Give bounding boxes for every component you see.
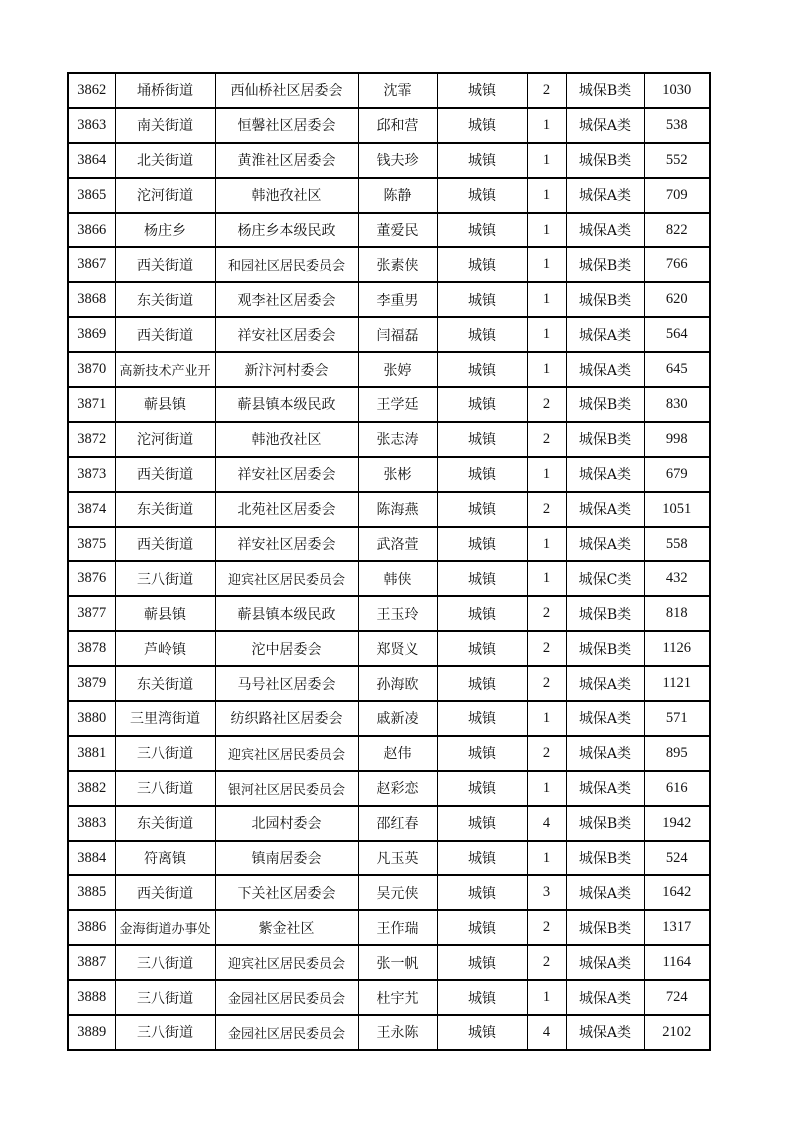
- table-row: [68, 352, 710, 387]
- table-row: [68, 1015, 710, 1050]
- household-size-cell: 1: [527, 108, 566, 143]
- table-row: [68, 247, 710, 282]
- subdistrict-cell: 蕲县镇: [115, 387, 215, 422]
- community-cell: 和园社区居民委员会: [215, 247, 358, 282]
- household-size-cell: 1: [527, 178, 566, 213]
- area-type-cell: 城镇: [437, 561, 527, 596]
- area-type-cell: 城镇: [437, 666, 527, 701]
- table-row: [68, 910, 710, 945]
- subdistrict-cell: 高新技术产业开: [115, 352, 215, 387]
- household-size-cell: 1: [527, 352, 566, 387]
- subdistrict-cell: 三八街道: [115, 1015, 215, 1050]
- area-type-cell: 城镇: [437, 352, 527, 387]
- community-cell: 韩池孜社区: [215, 422, 358, 457]
- insurance-class-cell: 城保B类: [566, 143, 644, 178]
- amount-cell: 709: [644, 178, 710, 213]
- recipient-name-cell: 戚新凌: [358, 701, 437, 736]
- table-row: [68, 736, 710, 771]
- insurance-class-cell: 城保B类: [566, 282, 644, 317]
- subdistrict-cell: 沱河街道: [115, 178, 215, 213]
- community-cell: 蕲县镇本级民政: [215, 387, 358, 422]
- record-number-cell: 3865: [68, 178, 115, 213]
- subdistrict-cell: 西关街道: [115, 875, 215, 910]
- recipient-name-cell: 武洛萱: [358, 527, 437, 562]
- insurance-class-cell: 城保A类: [566, 945, 644, 980]
- subdistrict-cell: 三里湾街道: [115, 701, 215, 736]
- insurance-class-cell: 城保C类: [566, 561, 644, 596]
- recipient-name-cell: 李重男: [358, 282, 437, 317]
- household-size-cell: 4: [527, 806, 566, 841]
- area-type-cell: 城镇: [437, 631, 527, 666]
- insurance-class-cell: 城保A类: [566, 771, 644, 806]
- insurance-class-cell: 城保B类: [566, 841, 644, 876]
- household-size-cell: 2: [527, 492, 566, 527]
- area-type-cell: 城镇: [437, 492, 527, 527]
- household-size-cell: 2: [527, 596, 566, 631]
- community-cell: 沱中居委会: [215, 631, 358, 666]
- household-size-cell: 2: [527, 910, 566, 945]
- amount-cell: 645: [644, 352, 710, 387]
- amount-cell: 1164: [644, 945, 710, 980]
- household-size-cell: 2: [527, 945, 566, 980]
- recipient-name-cell: 吴元侠: [358, 875, 437, 910]
- community-cell: 下关社区居委会: [215, 875, 358, 910]
- recipient-name-cell: 张婷: [358, 352, 437, 387]
- amount-cell: 616: [644, 771, 710, 806]
- table-row: [68, 875, 710, 910]
- recipient-name-cell: 韩侠: [358, 561, 437, 596]
- household-size-cell: 1: [527, 771, 566, 806]
- table-row: [68, 282, 710, 317]
- amount-cell: 766: [644, 247, 710, 282]
- area-type-cell: 城镇: [437, 980, 527, 1015]
- recipient-name-cell: 沈霏: [358, 73, 437, 108]
- subdistrict-cell: 埇桥街道: [115, 73, 215, 108]
- insurance-class-cell: 城保A类: [566, 178, 644, 213]
- table-row: [68, 317, 710, 352]
- record-number-cell: 3873: [68, 457, 115, 492]
- subdistrict-cell: 东关街道: [115, 282, 215, 317]
- subdistrict-cell: 杨庄乡: [115, 213, 215, 248]
- community-cell: 黄淮社区居委会: [215, 143, 358, 178]
- recipient-name-cell: 杜宇艽: [358, 980, 437, 1015]
- subdistrict-cell: 西关街道: [115, 247, 215, 282]
- household-size-cell: 2: [527, 73, 566, 108]
- amount-cell: 1030: [644, 73, 710, 108]
- community-cell: 北园村委会: [215, 806, 358, 841]
- amount-cell: 1051: [644, 492, 710, 527]
- recipient-name-cell: 董爱民: [358, 213, 437, 248]
- insurance-class-cell: 城保A类: [566, 317, 644, 352]
- recipient-name-cell: 孙海欧: [358, 666, 437, 701]
- recipient-name-cell: 凡玉英: [358, 841, 437, 876]
- record-number-cell: 3866: [68, 213, 115, 248]
- amount-cell: 432: [644, 561, 710, 596]
- amount-cell: 724: [644, 980, 710, 1015]
- recipient-name-cell: 王玉玲: [358, 596, 437, 631]
- community-cell: 恒馨社区居委会: [215, 108, 358, 143]
- table-row: [68, 701, 710, 736]
- community-cell: 迎宾社区居民委员会: [215, 945, 358, 980]
- subdistrict-cell: 东关街道: [115, 492, 215, 527]
- community-cell: 祥安社区居委会: [215, 317, 358, 352]
- area-type-cell: 城镇: [437, 143, 527, 178]
- subdistrict-cell: 三八街道: [115, 980, 215, 1015]
- record-number-cell: 3881: [68, 736, 115, 771]
- record-number-cell: 3878: [68, 631, 115, 666]
- recipient-name-cell: 张志涛: [358, 422, 437, 457]
- area-type-cell: 城镇: [437, 736, 527, 771]
- table-row: [68, 387, 710, 422]
- insurance-class-cell: 城保A类: [566, 736, 644, 771]
- amount-cell: 552: [644, 143, 710, 178]
- insurance-class-cell: 城保B类: [566, 806, 644, 841]
- record-number-cell: 3885: [68, 875, 115, 910]
- area-type-cell: 城镇: [437, 875, 527, 910]
- table-row: [68, 422, 710, 457]
- insurance-class-cell: 城保A类: [566, 701, 644, 736]
- table-row: [68, 178, 710, 213]
- record-number-cell: 3869: [68, 317, 115, 352]
- community-cell: 迎宾社区居民委员会: [215, 561, 358, 596]
- amount-cell: 679: [644, 457, 710, 492]
- area-type-cell: 城镇: [437, 596, 527, 631]
- area-type-cell: 城镇: [437, 910, 527, 945]
- household-size-cell: 1: [527, 247, 566, 282]
- record-number-cell: 3863: [68, 108, 115, 143]
- community-cell: 纺织路社区居委会: [215, 701, 358, 736]
- subdistrict-cell: 三八街道: [115, 771, 215, 806]
- recipient-name-cell: 邱和营: [358, 108, 437, 143]
- area-type-cell: 城镇: [437, 701, 527, 736]
- record-number-cell: 3870: [68, 352, 115, 387]
- amount-cell: 558: [644, 527, 710, 562]
- household-size-cell: 1: [527, 980, 566, 1015]
- amount-cell: 2102: [644, 1015, 710, 1050]
- insurance-class-cell: 城保A类: [566, 457, 644, 492]
- amount-cell: 524: [644, 841, 710, 876]
- recipient-name-cell: 陈海燕: [358, 492, 437, 527]
- insurance-class-cell: 城保A类: [566, 213, 644, 248]
- table-row: [68, 806, 710, 841]
- community-cell: 金园社区居民委员会: [215, 1015, 358, 1050]
- household-size-cell: 1: [527, 527, 566, 562]
- record-number-cell: 3879: [68, 666, 115, 701]
- table-row: [68, 596, 710, 631]
- insurance-class-cell: 城保A类: [566, 875, 644, 910]
- recipient-name-cell: 张一帆: [358, 945, 437, 980]
- record-number-cell: 3867: [68, 247, 115, 282]
- area-type-cell: 城镇: [437, 527, 527, 562]
- subdistrict-cell: 东关街道: [115, 806, 215, 841]
- recipient-name-cell: 赵彩恋: [358, 771, 437, 806]
- record-number-cell: 3872: [68, 422, 115, 457]
- insurance-class-cell: 城保B类: [566, 387, 644, 422]
- subdistrict-cell: 金海街道办事处: [115, 910, 215, 945]
- insurance-class-cell: 城保B类: [566, 247, 644, 282]
- insurance-class-cell: 城保A类: [566, 352, 644, 387]
- record-number-cell: 3886: [68, 910, 115, 945]
- recipient-name-cell: 王作瑞: [358, 910, 437, 945]
- household-size-cell: 1: [527, 701, 566, 736]
- table-row: [68, 143, 710, 178]
- amount-cell: 564: [644, 317, 710, 352]
- household-size-cell: 1: [527, 143, 566, 178]
- community-cell: 祥安社区居委会: [215, 457, 358, 492]
- amount-cell: 571: [644, 701, 710, 736]
- community-cell: 韩池孜社区: [215, 178, 358, 213]
- recipient-name-cell: 王学廷: [358, 387, 437, 422]
- area-type-cell: 城镇: [437, 317, 527, 352]
- recipient-name-cell: 钱夫珍: [358, 143, 437, 178]
- subdistrict-cell: 西关街道: [115, 457, 215, 492]
- area-type-cell: 城镇: [437, 771, 527, 806]
- household-size-cell: 1: [527, 841, 566, 876]
- insurance-class-cell: 城保A类: [566, 527, 644, 562]
- record-number-cell: 3884: [68, 841, 115, 876]
- insurance-class-cell: 城保B类: [566, 596, 644, 631]
- community-cell: 金园社区居民委员会: [215, 980, 358, 1015]
- community-cell: 西仙桥社区居委会: [215, 73, 358, 108]
- area-type-cell: 城镇: [437, 1015, 527, 1050]
- area-type-cell: 城镇: [437, 806, 527, 841]
- subdistrict-cell: 西关街道: [115, 527, 215, 562]
- subdistrict-cell: 三八街道: [115, 561, 215, 596]
- amount-cell: 830: [644, 387, 710, 422]
- record-number-cell: 3875: [68, 527, 115, 562]
- area-type-cell: 城镇: [437, 213, 527, 248]
- household-size-cell: 1: [527, 457, 566, 492]
- amount-cell: 1942: [644, 806, 710, 841]
- record-number-cell: 3889: [68, 1015, 115, 1050]
- community-cell: 马号社区居委会: [215, 666, 358, 701]
- table-row: [68, 73, 710, 108]
- record-number-cell: 3871: [68, 387, 115, 422]
- area-type-cell: 城镇: [437, 945, 527, 980]
- household-size-cell: 1: [527, 317, 566, 352]
- amount-cell: 822: [644, 213, 710, 248]
- record-number-cell: 3874: [68, 492, 115, 527]
- insurance-class-cell: 城保B类: [566, 910, 644, 945]
- table-row: [68, 108, 710, 143]
- household-size-cell: 1: [527, 561, 566, 596]
- area-type-cell: 城镇: [437, 457, 527, 492]
- community-cell: 观李社区居委会: [215, 282, 358, 317]
- subdistrict-cell: 东关街道: [115, 666, 215, 701]
- record-number-cell: 3883: [68, 806, 115, 841]
- recipient-name-cell: 邵红春: [358, 806, 437, 841]
- insurance-class-cell: 城保A类: [566, 980, 644, 1015]
- table-row: [68, 945, 710, 980]
- record-number-cell: 3862: [68, 73, 115, 108]
- area-type-cell: 城镇: [437, 387, 527, 422]
- record-number-cell: 3864: [68, 143, 115, 178]
- recipient-name-cell: 闫福磊: [358, 317, 437, 352]
- community-cell: 紫金社区: [215, 910, 358, 945]
- record-number-cell: 3887: [68, 945, 115, 980]
- community-cell: 迎宾社区居民委员会: [215, 736, 358, 771]
- subdistrict-cell: 北关街道: [115, 143, 215, 178]
- roster-table: [67, 72, 711, 1051]
- subdistrict-cell: 南关街道: [115, 108, 215, 143]
- area-type-cell: 城镇: [437, 247, 527, 282]
- record-number-cell: 3880: [68, 701, 115, 736]
- household-size-cell: 1: [527, 213, 566, 248]
- subdistrict-cell: 符离镇: [115, 841, 215, 876]
- community-cell: 祥安社区居委会: [215, 527, 358, 562]
- recipient-name-cell: 王永陈: [358, 1015, 437, 1050]
- amount-cell: 1121: [644, 666, 710, 701]
- table-row: [68, 631, 710, 666]
- subdistrict-cell: 西关街道: [115, 317, 215, 352]
- amount-cell: 1642: [644, 875, 710, 910]
- insurance-class-cell: 城保A类: [566, 108, 644, 143]
- amount-cell: 998: [644, 422, 710, 457]
- area-type-cell: 城镇: [437, 422, 527, 457]
- community-cell: 杨庄乡本级民政: [215, 213, 358, 248]
- recipient-name-cell: 张素侠: [358, 247, 437, 282]
- record-number-cell: 3888: [68, 980, 115, 1015]
- table-row: [68, 841, 710, 876]
- community-cell: 镇南居委会: [215, 841, 358, 876]
- record-number-cell: 3876: [68, 561, 115, 596]
- amount-cell: 620: [644, 282, 710, 317]
- insurance-class-cell: 城保A类: [566, 492, 644, 527]
- household-size-cell: 1: [527, 282, 566, 317]
- household-size-cell: 2: [527, 631, 566, 666]
- table-row: [68, 213, 710, 248]
- record-number-cell: 3882: [68, 771, 115, 806]
- community-cell: 蕲县镇本级民政: [215, 596, 358, 631]
- insurance-class-cell: 城保B类: [566, 422, 644, 457]
- subdistrict-cell: 三八街道: [115, 945, 215, 980]
- recipient-name-cell: 陈静: [358, 178, 437, 213]
- area-type-cell: 城镇: [437, 178, 527, 213]
- amount-cell: 538: [644, 108, 710, 143]
- table-row: [68, 666, 710, 701]
- insurance-class-cell: 城保A类: [566, 666, 644, 701]
- amount-cell: 818: [644, 596, 710, 631]
- household-size-cell: 4: [527, 1015, 566, 1050]
- amount-cell: 895: [644, 736, 710, 771]
- table-row: [68, 771, 710, 806]
- community-cell: 北苑社区居委会: [215, 492, 358, 527]
- table-row: [68, 457, 710, 492]
- community-cell: 银河社区居民委员会: [215, 771, 358, 806]
- recipient-name-cell: 郑贤义: [358, 631, 437, 666]
- record-number-cell: 3877: [68, 596, 115, 631]
- record-number-cell: 3868: [68, 282, 115, 317]
- recipient-name-cell: 赵伟: [358, 736, 437, 771]
- subdistrict-cell: 芦岭镇: [115, 631, 215, 666]
- subdistrict-cell: 沱河街道: [115, 422, 215, 457]
- household-size-cell: 2: [527, 422, 566, 457]
- table-row: [68, 527, 710, 562]
- insurance-class-cell: 城保A类: [566, 1015, 644, 1050]
- insurance-class-cell: 城保B类: [566, 73, 644, 108]
- table-row: [68, 492, 710, 527]
- household-size-cell: 2: [527, 666, 566, 701]
- table-row: [68, 980, 710, 1015]
- recipient-name-cell: 张彬: [358, 457, 437, 492]
- subdistrict-cell: 蕲县镇: [115, 596, 215, 631]
- amount-cell: 1126: [644, 631, 710, 666]
- community-cell: 新汴河村委会: [215, 352, 358, 387]
- household-size-cell: 2: [527, 736, 566, 771]
- household-size-cell: 3: [527, 875, 566, 910]
- area-type-cell: 城镇: [437, 841, 527, 876]
- table-row: [68, 561, 710, 596]
- household-size-cell: 2: [527, 387, 566, 422]
- area-type-cell: 城镇: [437, 282, 527, 317]
- roster-body: [68, 73, 710, 1050]
- area-type-cell: 城镇: [437, 108, 527, 143]
- subdistrict-cell: 三八街道: [115, 736, 215, 771]
- area-type-cell: 城镇: [437, 73, 527, 108]
- insurance-class-cell: 城保B类: [566, 631, 644, 666]
- amount-cell: 1317: [644, 910, 710, 945]
